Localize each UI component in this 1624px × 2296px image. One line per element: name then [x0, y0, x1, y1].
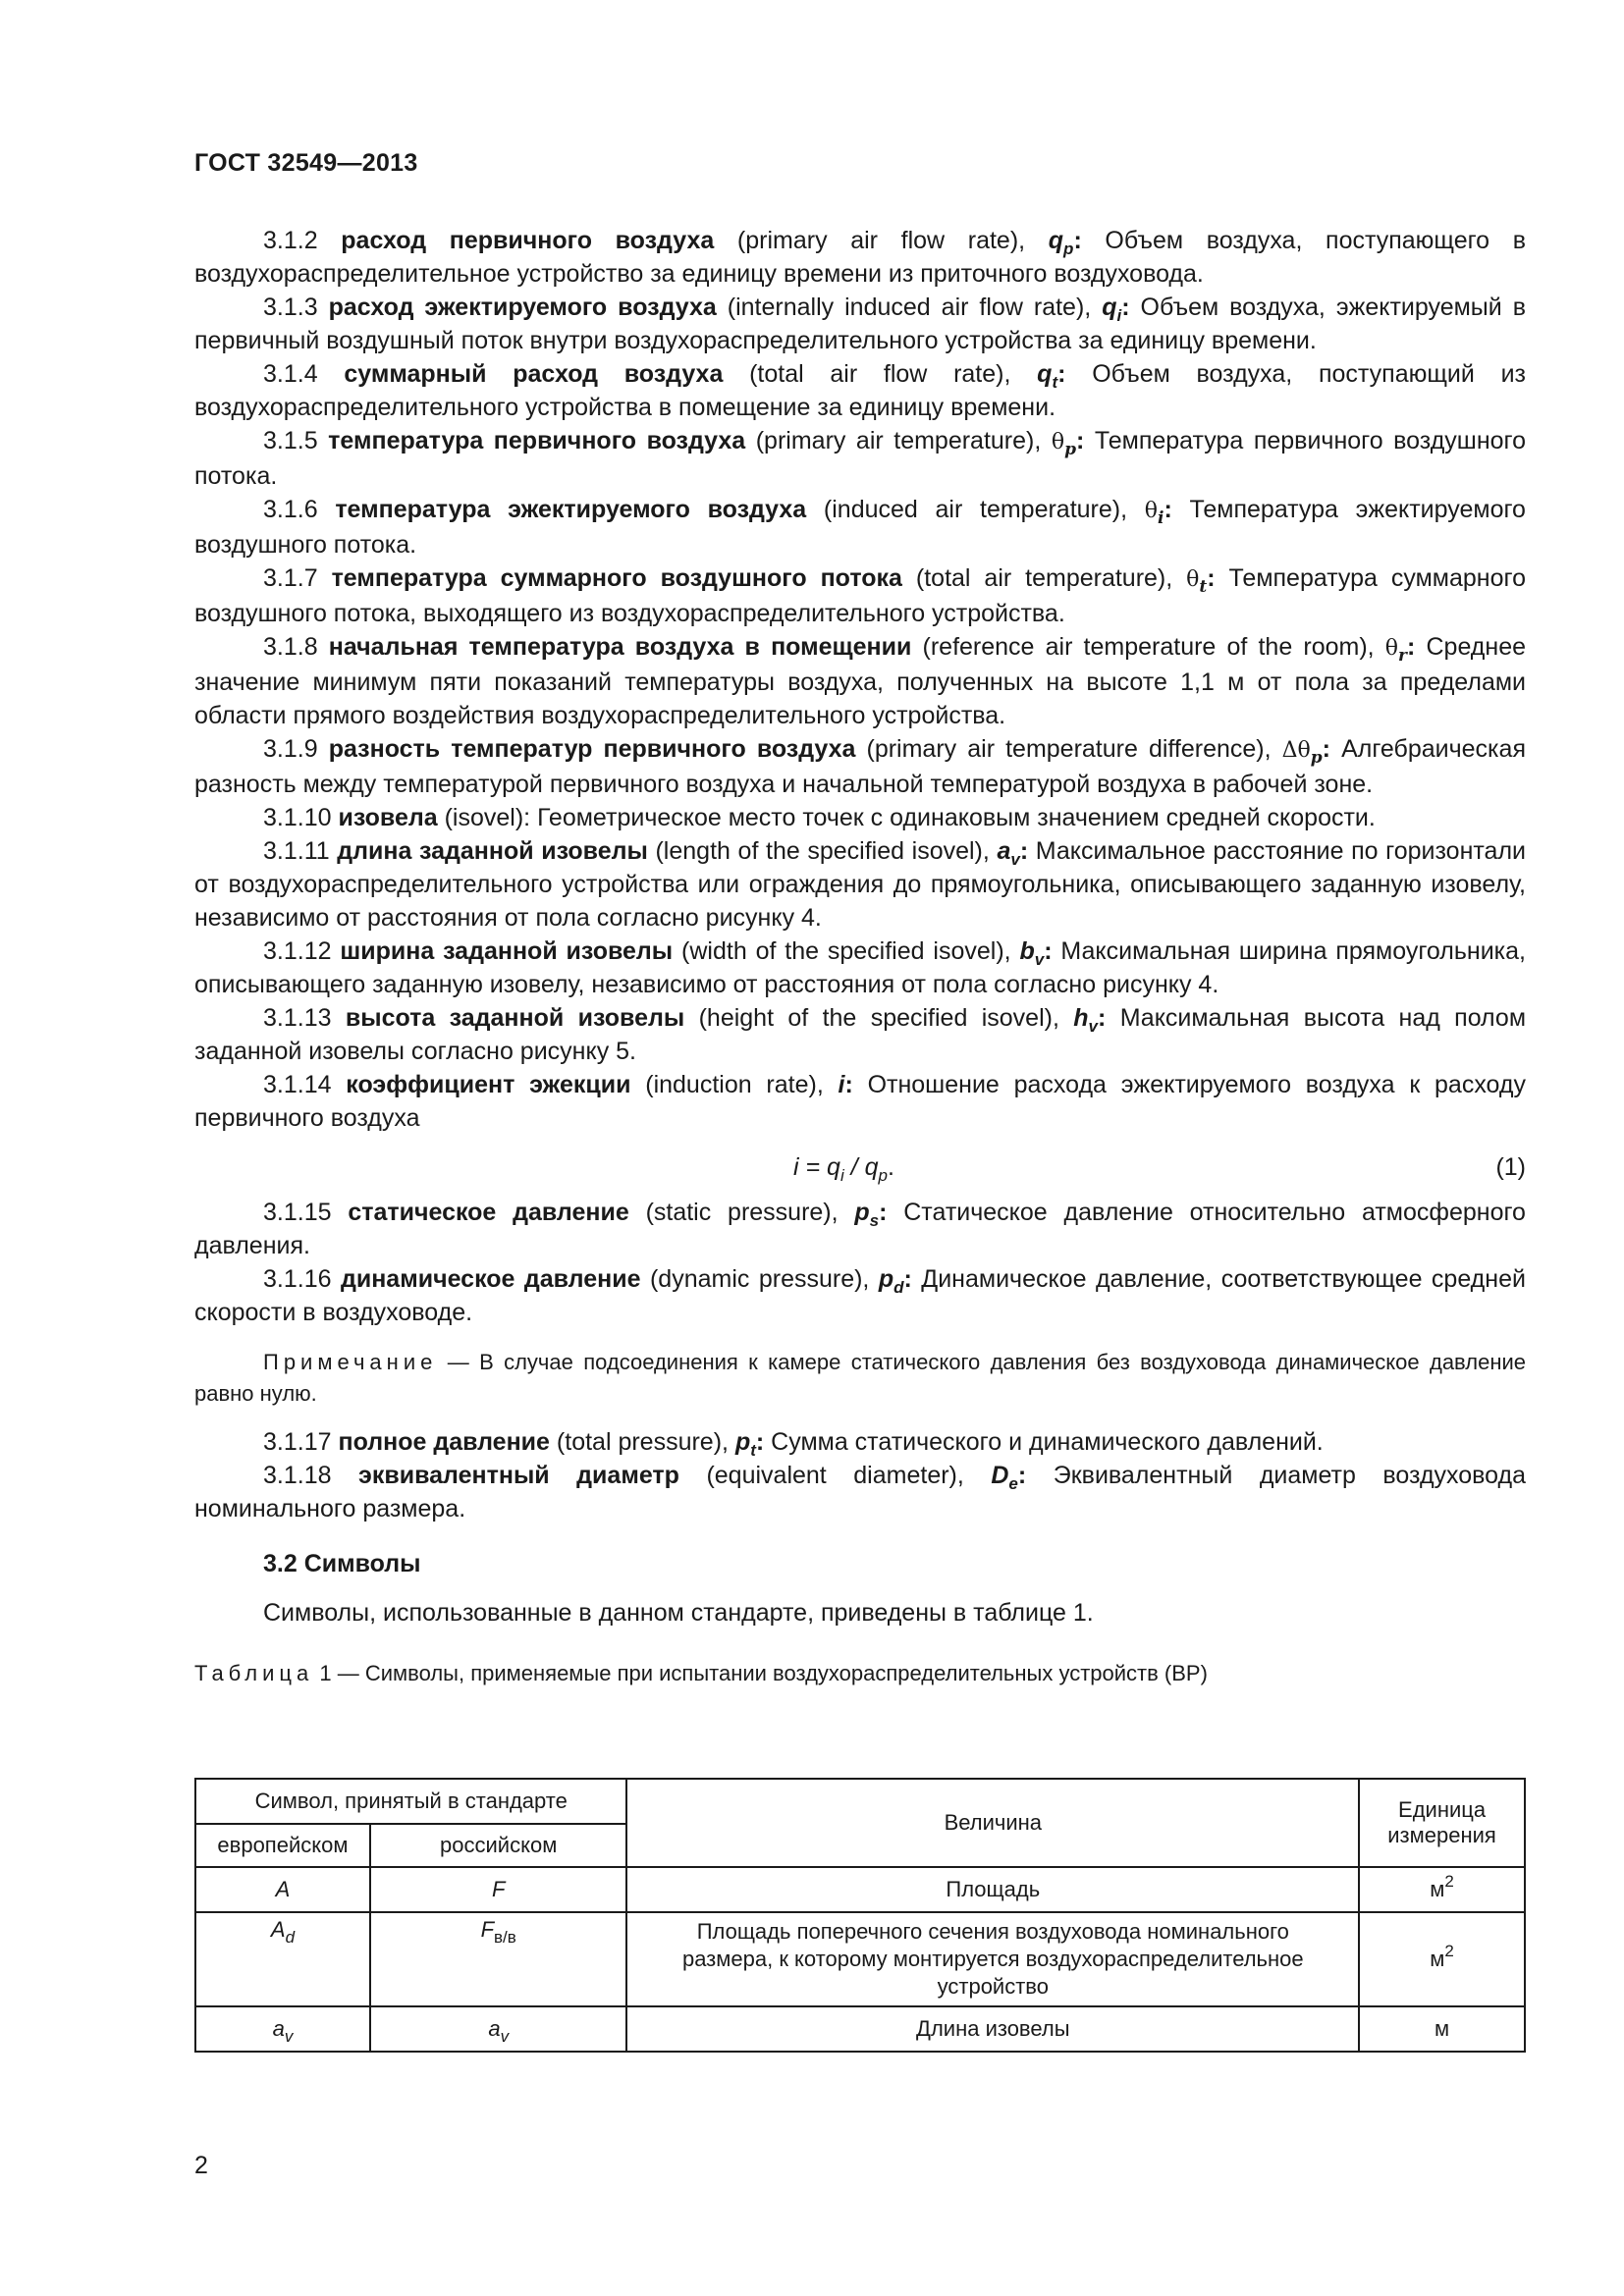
definition-text: Алгебраическая разность между температурой первичного воздуха и начальной температурой воздуха в рабочей зоне.: [194, 735, 1526, 798]
definition-symbol: $\theta_t$: [1186, 567, 1208, 597]
definition-term: высота заданной изовелы: [345, 1004, 685, 1032]
table-row: [195, 1867, 1525, 1912]
definition-term: суммарный расход воздуха: [344, 360, 724, 388]
definition-text: Динамическое давление, соответствующее средней скорости в воздуховоде.: [194, 1265, 1526, 1326]
definition-symbol: $\Delta\theta_p$: [1281, 738, 1323, 768]
definition-english: (primary air temperature),: [755, 427, 1042, 454]
definition-english: (primary air flow rate),: [736, 227, 1026, 254]
definition-text: Эквивалентный диаметр воздуховода номинального размера.: [194, 1462, 1527, 1522]
definition-symbol: $p_d$: [878, 1265, 904, 1297]
cell-european-symbol: A: [195, 1867, 370, 1912]
cell-unit: $м^2$: [1359, 1912, 1525, 2006]
definition-3.1.2: 3.1.2 расход первичного воздуха (primary air flow rate), $q_p$: Объем воздуха, поступающего в воздухораспределительное устройство за единицу времени из приточного воздуховода.: [194, 227, 1527, 288]
definition-symbol: $q_t$: [1037, 360, 1058, 392]
definition-english: (total pressure),: [556, 1428, 729, 1456]
definition-3.1.3: 3.1.3 расход эжектируемого воздуха (internally induced air flow rate), $q_i$: Объем воздуха, эжектируемый в первичный воздушный поток внутри воздухораспределительного устройства за единицу времени.: [194, 294, 1526, 354]
definition-3.1.13: 3.1.13 высота заданной изовелы (height of the specified isovel), $h_v$: Максимальная высота над полом заданной изовелы согласно рисунку 5.: [194, 1004, 1527, 1065]
header-european: европейском: [195, 1824, 370, 1867]
definition-number: 3.1.13: [263, 1004, 332, 1032]
cell-russian-symbol: $a_v$: [370, 2006, 627, 2052]
definition-english: (static pressure),: [645, 1199, 839, 1226]
table-caption: Таблица 1 — Символы, применяемые при испытании воздухораспределительных устройств (ВР): [194, 1661, 1208, 1685]
definition-text: Максимальная ширина прямоугольника, описывающего заданную изовелу, независимо от расстояния от пола согласно рисунку 4.: [194, 937, 1526, 998]
definition-text: Отношение расхода эжектируемого воздуха к расходу первичного воздуха: [194, 1071, 1526, 1132]
definition-number: 3.1.4: [263, 360, 318, 388]
definition-symbol: $\theta_i$: [1144, 499, 1164, 528]
cell-russian-symbol: F: [370, 1867, 627, 1912]
definition-term: разность температур первичного воздуха: [328, 735, 856, 763]
definition-text: Объем воздуха, эжектируемый в первичный воздушный поток внутри воздухораспределительного устройства за единицу времени.: [194, 294, 1526, 354]
section-title: 3.2 Символы: [263, 1550, 421, 1577]
document-body: [194, 224, 1526, 1690]
cell-european-symbol: $a_v$: [195, 2006, 370, 2052]
definition-symbol: $a_v$: [997, 837, 1020, 869]
definitions-list-2: [194, 1196, 1526, 1329]
definition-number: 3.1.11: [263, 837, 330, 865]
table-row: [195, 2006, 1525, 2052]
section-intro: Символы, использованные в данном стандарте, приведены в таблице 1.: [263, 1599, 1094, 1627]
definition-text: Среднее значение минимум пяти показаний температуры воздуха, полученных на высоте 1,1 м от пола за пределами области прямого воздействия воздухораспределительного устройства.: [194, 633, 1526, 729]
definition-number: 3.1.3: [263, 294, 318, 321]
cell-value: Длина изовелы: [626, 2006, 1359, 2052]
cell-unit: м: [1359, 2006, 1525, 2052]
definition-number: 3.1.7: [263, 564, 318, 592]
definition-english: (internally induced air flow rate),: [727, 294, 1092, 321]
definition-number: 3.1.12: [263, 937, 332, 965]
definition-3.1.10: [194, 801, 1526, 834]
definition-3.1.5: 3.1.5 температура первичного воздуха (primary air temperature), $\theta_p$: Температура первичного воздушного потока.: [194, 427, 1527, 490]
definition-english: (induced air temperature),: [823, 496, 1128, 523]
definition-term: температура эжектируемого воздуха: [335, 496, 807, 523]
definition-symbol: $D_e$: [991, 1462, 1018, 1493]
definition-text: Объем воздуха, поступающего в воздухораспределительное устройство за единицу времени из приточного воздуховода.: [194, 227, 1527, 288]
definition-term: динамическое давление: [340, 1265, 641, 1293]
definition-term: расход эжектируемого воздуха: [328, 294, 717, 321]
cell-european-symbol: $A_d$: [195, 1912, 370, 2006]
definition-term: расход первичного воздуха: [341, 227, 715, 254]
definition-text: Максимальная высота над полом заданной изовелы согласно рисунку 5.: [194, 1004, 1527, 1065]
cell-value: Площадь поперечного сечения воздуховода номинального размера, к которому монтируется воздухораспределительное устройство: [626, 1912, 1359, 2006]
formula-number: (1): [1495, 1153, 1526, 1181]
definition-number: 3.1.10: [263, 804, 332, 831]
definition-english: (equivalent diameter),: [706, 1462, 964, 1489]
definition-text: Геометрическое место точек с одинаковым значением средней скорости.: [537, 804, 1376, 831]
definition-number: 3.1.2: [263, 227, 318, 254]
page-number: 2: [194, 2152, 208, 2179]
definition-number: 3.1.14: [263, 1071, 332, 1098]
definition-3.1.12: 3.1.12 ширина заданной изовелы (width of the specified isovel), $b_v$: Максимальная ширина прямоугольника, описывающего заданную изовелу, независимо от расстояния от пола согласно рисунку 4.: [194, 937, 1526, 998]
definition-number: 3.1.15: [263, 1199, 332, 1226]
definition-symbol: $h_v$: [1073, 1004, 1099, 1036]
definition-text: Сумма статического и динамического давлений.: [771, 1428, 1324, 1456]
note: Примечание — В случае подсоединения к камере статического давления без воздуховода динамическое давление равно нулю.: [194, 1350, 1526, 1406]
definition-english: (total air flow rate),: [749, 360, 1011, 388]
definition-symbol: $q_i$: [1102, 294, 1122, 325]
definition-number: 3.1.8: [263, 633, 318, 661]
definition-term: длина заданной изовелы: [337, 837, 648, 865]
definition-3.1.4: 3.1.4 суммарный расход воздуха (total air flow rate), $q_t$: Объем воздуха, поступающий из воздухораспределительного устройства в помещение за единицу времени.: [194, 360, 1526, 421]
definition-english: (length of the specified isovel),: [655, 837, 990, 865]
definition-text: Температура первичного воздушного потока.: [194, 427, 1527, 490]
definition-symbol: i: [838, 1071, 845, 1098]
definition-symbol: $b_v$: [1019, 937, 1045, 969]
definition-term: ширина заданной изовелы: [340, 937, 674, 965]
definition-english: (induction rate),: [645, 1071, 824, 1098]
definition-term: начальная температура воздуха в помещении: [328, 633, 912, 661]
cell-unit: $м^2$: [1359, 1867, 1525, 1912]
header-unit: Единица измерения: [1359, 1779, 1525, 1867]
definition-3.1.8: 3.1.8 начальная температура воздуха в помещении (reference air temperature of the room), $\theta_r$: Среднее значение минимум пяти показаний температуры воздуха, полученных на высоте 1,1 м от пола за пределами области прямого воздействия воздухораспределительного устройства.: [194, 633, 1526, 729]
header-value: Величина: [626, 1779, 1359, 1867]
definition-english: (isovel):: [444, 804, 531, 831]
definition-term: полное давление: [338, 1428, 550, 1456]
table-row: [195, 1912, 1525, 2006]
definition-3.1.6: 3.1.6 температура эжектируемого воздуха (induced air temperature), $\theta_i$: Температура эжектируемого воздушного потока.: [194, 496, 1526, 559]
definition-term: коэффициент эжекции: [346, 1071, 631, 1098]
definition-text: Температура суммарного воздушного потока, выходящего из воздухораспределительного устройства.: [194, 564, 1526, 627]
definitions-list: [194, 224, 1526, 1135]
definition-symbol: $\theta_p$: [1051, 430, 1076, 459]
definition-number: 3.1.18: [263, 1462, 332, 1489]
definition-symbol: $p_s$: [854, 1199, 880, 1230]
header-russian: российском: [370, 1824, 627, 1867]
table-body: [195, 1867, 1525, 2052]
definition-symbol: $p_t$: [734, 1428, 756, 1460]
definition-number: 3.1.9: [263, 735, 318, 763]
definition-3.1.15: 3.1.15 статическое давление (static pressure), $p_s$: Статическое давление относительно атмосферного давления.: [194, 1199, 1526, 1259]
definition-3.1.11: 3.1.11 длина заданной изовелы (length of the specified isovel), $a_v$: Максимальное расстояние по горизонтали от воздухораспределительного устройства или ограждения до прямоугольника, описывающего заданную изовелу, независимо от расстояния от пола согласно рисунку 4.: [194, 837, 1527, 932]
definition-3.1.16: 3.1.16 динамическое давление (dynamic pressure), $p_d$: Динамическое давление, соответствующее средней скорости в воздуховоде.: [194, 1265, 1526, 1326]
definition-term: эквивалентный диаметр: [358, 1462, 679, 1489]
definition-3.1.9: 3.1.9 разность температур первичного воздуха (primary air temperature difference), $\Delta\theta_p$: Алгебраическая разность между температурой первичного воздуха и начальной температурой воздуха в рабочей зоне.: [194, 735, 1526, 798]
definition-english: (total air temperature),: [915, 564, 1173, 592]
definition-3.1.18: 3.1.18 эквивалентный диаметр (equivalent diameter), $D_e$: Эквивалентный диаметр воздуховода номинального размера.: [194, 1462, 1527, 1522]
definition-term: статическое давление: [348, 1199, 629, 1226]
definition-english: (dynamic pressure),: [649, 1265, 870, 1293]
definition-number: 3.1.5: [263, 427, 318, 454]
cell-russian-symbol: $F_{в/в}$: [370, 1912, 627, 2006]
definition-3.1.17: 3.1.17 полное давление (total pressure), $p_t$: Сумма статического и динамического давлений.: [263, 1428, 1324, 1460]
definition-english: (height of the specified isovel),: [698, 1004, 1059, 1032]
formula-1: [194, 1141, 1526, 1196]
definition-3.1.14: 3.1.14 коэффициент эжекции (induction rate), i: Отношение расхода эжектируемого воздуха к расходу первичного воздуха: [194, 1071, 1526, 1132]
definition-number: 3.1.17: [263, 1428, 332, 1456]
definitions-list-3: [194, 1425, 1526, 1525]
definition-text: Максимальное расстояние по горизонтали от воздухораспределительного устройства или ограждения до прямоугольника, описывающего заданную изовелу, независимо от расстояния от пола согласно рисунку 4.: [194, 837, 1527, 932]
definition-term: температура первичного воздуха: [328, 427, 746, 454]
definition-english: (primary air temperature difference),: [866, 735, 1272, 763]
formula-expression: $i = q_i / q_p$.: [793, 1153, 894, 1185]
definition-text: Статическое давление относительно атмосферного давления.: [194, 1199, 1526, 1259]
definition-number: 3.1.6: [263, 496, 318, 523]
definition-english: (width of the specified isovel),: [681, 937, 1011, 965]
header-symbol: Символ, принятый в стандарте: [195, 1779, 626, 1824]
definition-symbol: $\theta_r$: [1384, 636, 1407, 666]
cell-value: Площадь: [626, 1867, 1359, 1912]
definition-term: изовела: [338, 804, 438, 831]
definition-number: 3.1.16: [263, 1265, 332, 1293]
definition-english: (reference air temperature of the room),: [922, 633, 1375, 661]
document-header: ГОСТ 32549—2013: [194, 149, 418, 177]
definition-3.1.7: 3.1.7 температура суммарного воздушного потока (total air temperature), $\theta_t$: Температура суммарного воздушного потока, выходящего из воздухораспределительного устройства.: [194, 564, 1526, 627]
symbols-table: [194, 1778, 1526, 2053]
definition-term: температура суммарного воздушного потока: [331, 564, 902, 592]
definition-text: Объем воздуха, поступающий из воздухораспределительного устройства в помещение за единицу времени.: [194, 360, 1526, 421]
definition-text: Температура эжектируемого воздушного потока.: [194, 496, 1526, 559]
definition-symbol: $q_p$: [1048, 227, 1074, 258]
